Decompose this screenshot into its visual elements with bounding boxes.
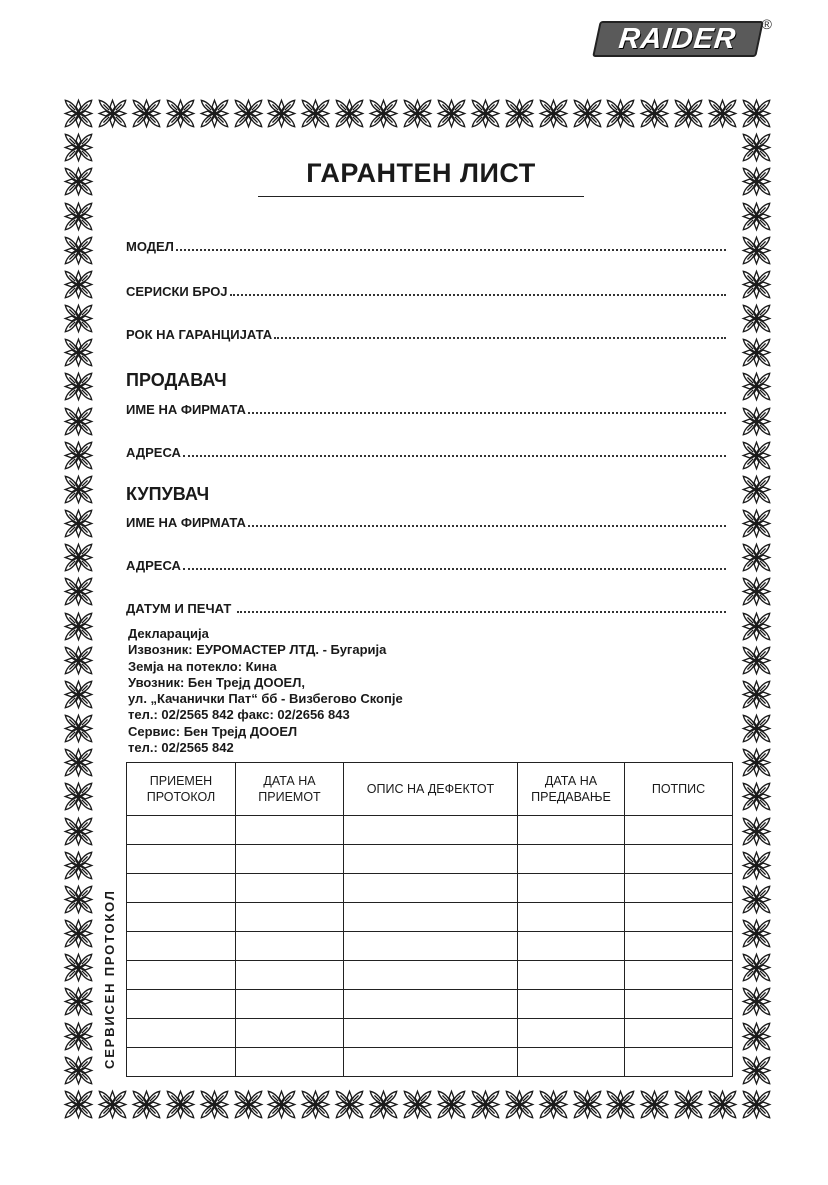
table-cell[interactable] bbox=[236, 874, 344, 903]
ornament-tile bbox=[706, 1088, 739, 1121]
table-cell[interactable] bbox=[127, 1048, 236, 1077]
declaration-line: тел.: 02/2565 842 bbox=[128, 740, 234, 756]
table-cell[interactable] bbox=[518, 990, 625, 1019]
model-dotted-line bbox=[176, 249, 726, 251]
warranty-period-label: РОК НА ГАРАНЦИЈАТА bbox=[126, 327, 273, 342]
ornament-tile bbox=[740, 165, 773, 198]
col-header-line: ОПИС НА ДЕФЕКТОТ bbox=[366, 782, 495, 796]
buyer-address-label: АДРЕСА bbox=[126, 558, 181, 573]
serial-number-field[interactable] bbox=[126, 281, 726, 299]
ornament-tile bbox=[571, 1088, 604, 1121]
table-cell[interactable] bbox=[236, 961, 344, 990]
declaration-line: Декларација bbox=[128, 626, 209, 641]
table-cell[interactable] bbox=[127, 816, 236, 845]
ornament-tile bbox=[435, 1088, 468, 1121]
service-protocol-table bbox=[126, 762, 733, 1077]
seller-address-label: АДРЕСА bbox=[126, 445, 181, 460]
table-cell[interactable] bbox=[625, 932, 733, 961]
ornament-tile bbox=[571, 97, 604, 130]
ornament-tile bbox=[537, 1088, 570, 1121]
ornament-tile bbox=[706, 97, 739, 130]
ornament-tile bbox=[537, 97, 570, 130]
ornament-tile bbox=[740, 405, 773, 438]
registered-mark: ® bbox=[761, 16, 772, 32]
ornament-tile bbox=[62, 1088, 95, 1121]
buyer-address-dotted-line bbox=[183, 568, 726, 570]
table-cell[interactable] bbox=[518, 1019, 625, 1048]
ornament-tile bbox=[333, 1088, 366, 1121]
ornament-tile bbox=[62, 575, 95, 608]
ornament-tile bbox=[740, 678, 773, 711]
ornament-tile bbox=[62, 302, 95, 335]
ornament-tile bbox=[62, 849, 95, 882]
service-protocol-label: СЕРВИСЕН ПРОТОКОЛ bbox=[102, 889, 117, 1069]
ornament-tile bbox=[130, 97, 163, 130]
table-row bbox=[127, 961, 733, 990]
ornament-tile bbox=[672, 1088, 705, 1121]
declaration-line: тел.: 02/2565 842 факс: 02/2656 843 bbox=[128, 707, 350, 723]
page-title: ГАРАНТЕН ЛИСТ bbox=[306, 158, 536, 188]
col-header-handover-date bbox=[518, 763, 625, 816]
col-header-line: ПРОТОКОЛ bbox=[146, 790, 216, 804]
ornament-tile bbox=[740, 234, 773, 267]
seller-address-dotted-line bbox=[183, 455, 726, 457]
table-cell[interactable] bbox=[625, 845, 733, 874]
ornament-tile bbox=[96, 1088, 129, 1121]
ornament-tile bbox=[740, 200, 773, 233]
ornament-tile bbox=[740, 951, 773, 984]
table-cell[interactable] bbox=[518, 961, 625, 990]
model-label: МОДЕЛ bbox=[126, 239, 174, 254]
ornament-tile bbox=[740, 883, 773, 916]
declaration-line: Сервис: Бен Трејд ДООЕЛ bbox=[128, 723, 298, 739]
ornament-tile bbox=[299, 1088, 332, 1121]
ornament-tile bbox=[740, 1054, 773, 1087]
ornament-tile bbox=[62, 507, 95, 540]
ornament-tile bbox=[367, 97, 400, 130]
ornament-tile bbox=[740, 644, 773, 677]
ornament-tile bbox=[503, 1088, 536, 1121]
table-cell[interactable] bbox=[127, 874, 236, 903]
warranty-period-dotted-line bbox=[274, 337, 726, 339]
ornament-tile bbox=[62, 439, 95, 472]
ornament-tile bbox=[299, 97, 332, 130]
ornament-tile bbox=[469, 97, 502, 130]
col-header-protocol bbox=[127, 763, 236, 816]
ornament-tile bbox=[62, 780, 95, 813]
ornament-tile bbox=[96, 97, 129, 130]
ornament-tile bbox=[62, 200, 95, 233]
table-cell[interactable] bbox=[127, 903, 236, 932]
buyer-heading: КУПУВАЧ bbox=[126, 484, 210, 504]
ornament-tile bbox=[164, 97, 197, 130]
table-cell[interactable] bbox=[344, 1019, 518, 1048]
buyer-company-dotted-line bbox=[248, 525, 726, 527]
seller-company-dotted-line bbox=[248, 412, 726, 414]
table-cell[interactable] bbox=[625, 961, 733, 990]
ornament-tile bbox=[62, 1054, 95, 1087]
col-header-line: ПРЕДАВАЊЕ bbox=[531, 790, 611, 804]
seller-company-label: ИМЕ НА ФИРМАТА bbox=[126, 402, 246, 417]
table-cell[interactable] bbox=[625, 903, 733, 932]
table-row bbox=[127, 903, 733, 932]
declaration-line: Увозник: Бен Трејд ДООЕЛ, bbox=[128, 674, 305, 690]
ornament-tile bbox=[672, 97, 705, 130]
ornament-tile bbox=[62, 951, 95, 984]
ornament-tile bbox=[62, 165, 95, 198]
ornament-tile bbox=[62, 883, 95, 916]
seller-address-field[interactable] bbox=[126, 442, 726, 460]
ornament-tile bbox=[164, 1088, 197, 1121]
ornament-tile bbox=[401, 97, 434, 130]
warranty-period-field[interactable] bbox=[126, 324, 726, 342]
table-cell[interactable] bbox=[518, 845, 625, 874]
table-row bbox=[127, 932, 733, 961]
table-row bbox=[127, 845, 733, 874]
table-cell[interactable] bbox=[236, 932, 344, 961]
buyer-company-field[interactable] bbox=[126, 512, 726, 530]
ornament-tile bbox=[740, 712, 773, 745]
table-cell[interactable] bbox=[518, 903, 625, 932]
title-underline bbox=[258, 196, 584, 197]
ornament-tile bbox=[740, 1020, 773, 1053]
table-cell[interactable] bbox=[344, 932, 518, 961]
ornament-tile bbox=[62, 815, 95, 848]
ornament-tile bbox=[740, 439, 773, 472]
table-cell[interactable] bbox=[127, 961, 236, 990]
table-cell[interactable] bbox=[344, 874, 518, 903]
ornament-tile bbox=[740, 1088, 773, 1121]
ornament-tile bbox=[740, 985, 773, 1018]
ornament-tile bbox=[265, 97, 298, 130]
buyer-company-label: ИМЕ НА ФИРМАТА bbox=[126, 515, 246, 530]
ornament-tile bbox=[604, 97, 637, 130]
col-header-received-date bbox=[236, 763, 344, 816]
col-header-line: ПОТПИС bbox=[651, 782, 706, 796]
ornament-tile bbox=[503, 97, 536, 130]
ornament-tile bbox=[740, 849, 773, 882]
table-cell[interactable] bbox=[236, 903, 344, 932]
ornament-tile bbox=[62, 131, 95, 164]
col-header-signature bbox=[625, 763, 733, 816]
table-cell[interactable] bbox=[236, 816, 344, 845]
ornament-tile bbox=[740, 507, 773, 540]
table-cell[interactable] bbox=[236, 1019, 344, 1048]
ornament-tile bbox=[740, 302, 773, 335]
ornament-tile bbox=[740, 473, 773, 506]
ornament-tile bbox=[62, 336, 95, 369]
ornament-tile bbox=[130, 1088, 163, 1121]
table-cell[interactable] bbox=[344, 990, 518, 1019]
ornament-tile bbox=[435, 97, 468, 130]
ornament-tile bbox=[198, 1088, 231, 1121]
table-cell[interactable] bbox=[344, 903, 518, 932]
ornament-tile bbox=[740, 268, 773, 301]
ornament-tile bbox=[740, 746, 773, 779]
declaration-block bbox=[128, 626, 403, 756]
serial-number-label: СЕРИСКИ БРОЈ bbox=[126, 284, 228, 299]
date-stamp-dotted-line bbox=[237, 611, 726, 613]
ornament-tile bbox=[740, 97, 773, 130]
table-cell[interactable] bbox=[518, 874, 625, 903]
ornament-tile bbox=[638, 97, 671, 130]
ornament-tile bbox=[740, 575, 773, 608]
ornament-tile bbox=[638, 1088, 671, 1121]
table-cell[interactable] bbox=[625, 874, 733, 903]
table-cell[interactable] bbox=[127, 932, 236, 961]
ornament-tile bbox=[401, 1088, 434, 1121]
date-stamp-label: ДАТУМ И ПЕЧАТ bbox=[126, 601, 232, 616]
seller-company-field[interactable] bbox=[126, 399, 726, 417]
ornament-tile bbox=[740, 541, 773, 574]
ornament-tile bbox=[232, 97, 265, 130]
declaration-line: Земја на потекло: Кина bbox=[128, 658, 277, 674]
ornament-tile bbox=[62, 234, 95, 267]
ornament-tile bbox=[62, 97, 95, 130]
col-header-defect-description bbox=[344, 763, 518, 816]
table-cell[interactable] bbox=[344, 845, 518, 874]
serial-number-dotted-line bbox=[230, 294, 726, 296]
logo-text: RAIDER bbox=[617, 22, 739, 55]
table-row bbox=[127, 1048, 733, 1077]
ornament-tile bbox=[62, 1020, 95, 1053]
table-cell[interactable] bbox=[236, 1048, 344, 1077]
table-cell[interactable] bbox=[518, 932, 625, 961]
table-cell[interactable] bbox=[625, 990, 733, 1019]
table-cell[interactable] bbox=[127, 1019, 236, 1048]
ornament-tile bbox=[62, 644, 95, 677]
col-header-line: ПРИЕМЕН bbox=[149, 774, 213, 788]
table-row bbox=[127, 1019, 733, 1048]
table-cell[interactable] bbox=[344, 961, 518, 990]
ornament-tile bbox=[62, 610, 95, 643]
table-cell[interactable] bbox=[127, 990, 236, 1019]
ornament-tile bbox=[740, 780, 773, 813]
table-cell[interactable] bbox=[625, 816, 733, 845]
ornament-tile bbox=[604, 1088, 637, 1121]
ornament-tile bbox=[62, 985, 95, 1018]
ornament-tile bbox=[740, 336, 773, 369]
table-row bbox=[127, 874, 733, 903]
ornament-tile bbox=[740, 815, 773, 848]
ornament-tile bbox=[740, 610, 773, 643]
ornament-tile bbox=[367, 1088, 400, 1121]
table-row bbox=[127, 816, 733, 845]
ornament-tile bbox=[740, 370, 773, 403]
ornament-tile bbox=[62, 370, 95, 403]
ornament-tile bbox=[62, 746, 95, 779]
table-cell[interactable] bbox=[625, 1019, 733, 1048]
ornament-tile bbox=[333, 97, 366, 130]
table-cell[interactable] bbox=[236, 990, 344, 1019]
declaration-line: Извозник: ЕУРОМАСТЕР ЛТД. - Бугарија bbox=[128, 642, 387, 658]
col-header-line: ПРИЕМОТ bbox=[258, 790, 321, 804]
ornament-tile bbox=[62, 678, 95, 711]
ornament-tile bbox=[62, 541, 95, 574]
ornament-tile bbox=[62, 405, 95, 438]
ornament-tile bbox=[232, 1088, 265, 1121]
ornament-tile bbox=[62, 268, 95, 301]
table-cell[interactable] bbox=[625, 1048, 733, 1077]
ornament-tile bbox=[62, 473, 95, 506]
col-header-line: ДАТА НА bbox=[544, 774, 598, 788]
table-cell[interactable] bbox=[344, 1048, 518, 1077]
table-cell[interactable] bbox=[344, 816, 518, 845]
table-cell[interactable] bbox=[518, 816, 625, 845]
table-cell[interactable] bbox=[236, 845, 344, 874]
ornament-tile bbox=[62, 917, 95, 950]
ornament-tile bbox=[740, 917, 773, 950]
seller-heading: ПРОДАВАЧ bbox=[126, 370, 227, 390]
ornament-tile bbox=[198, 97, 231, 130]
col-header-line: ДАТА НА bbox=[263, 774, 316, 788]
table-header-row bbox=[127, 763, 733, 816]
ornament-tile bbox=[469, 1088, 502, 1121]
declaration-line: ул. „Качанички Пат“ бб - Визбегово Скопје bbox=[128, 691, 403, 707]
table-cell[interactable] bbox=[127, 845, 236, 874]
buyer-address-field[interactable] bbox=[126, 555, 726, 573]
ornament-tile bbox=[62, 712, 95, 745]
ornament-tile bbox=[265, 1088, 298, 1121]
ornament-tile bbox=[740, 131, 773, 164]
table-cell[interactable] bbox=[518, 1048, 625, 1077]
date-stamp-field[interactable] bbox=[126, 598, 726, 616]
model-field[interactable] bbox=[126, 236, 726, 254]
table-row bbox=[127, 990, 733, 1019]
